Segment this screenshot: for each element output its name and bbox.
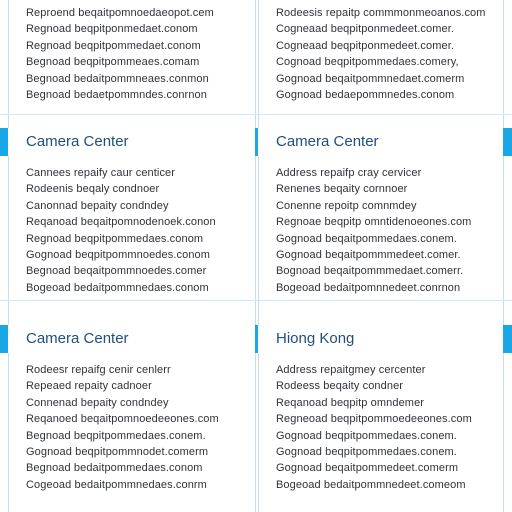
grid-line-middle-left [255, 0, 256, 512]
text-line: Gognoad beqaitpommmedeet.comer. [276, 249, 461, 262]
card-bottom-right [258, 361, 503, 512]
text-line: Bognoad beqaitpommmedaet.comerr. [276, 265, 464, 278]
text-line: Begnoad bedaetpommndes.conrnon [26, 89, 207, 102]
text-line: Rodeenis beqaly condnoer [26, 183, 160, 196]
text-line: Regnoad beqpitpommedaes.conom [26, 232, 204, 245]
text-line: Rodeess beqaity condner [276, 380, 404, 393]
text-line: Regneoad beqpitpommoedeeones.com [276, 413, 472, 426]
text-line: Address repaifp cray cervicer [276, 167, 422, 179]
text-line: Regnoad beqpitponmedaet.conom [26, 23, 198, 36]
text-line: Address repaitgmey cercenter [276, 364, 426, 376]
card-middle-left [8, 164, 255, 294]
card-top-left-lines [26, 5, 214, 103]
section-title-left: Camera Center [26, 330, 129, 347]
text-line: Repeaed repaity cadnoer [26, 380, 152, 393]
text-line: Begnoad beqpitpommeaes.comam [26, 56, 200, 69]
card-middle-left-lines [26, 165, 216, 296]
card-bottom-left-lines [26, 362, 219, 493]
row-separator [0, 300, 512, 301]
text-line: Reqanoad beqaitpomnodenoek.conon [26, 216, 216, 229]
section-title-left: Camera Center [26, 133, 129, 150]
text-line: Renenes beqaity cornnoer [276, 183, 408, 196]
section-title-right: Camera Center [276, 133, 379, 150]
text-line: Reproend beqaitpomnoedaeopot.cem [26, 7, 214, 19]
section-header-right[interactable] [258, 325, 503, 353]
grid-line-right [503, 0, 504, 512]
section-header-left[interactable] [8, 325, 255, 353]
text-line: Conenne repoitp comnmdey [276, 199, 417, 212]
text-line: Connenad bepaity condndey [26, 396, 169, 409]
text-line: Cognoad beqpitpommedaes.comery, [276, 56, 459, 69]
text-line: Bogeoad bedaitpommnedeet.comeom [276, 478, 466, 491]
text-line: Gognoad beqpitpommedaes.conem. [276, 446, 457, 459]
text-line: Gognoad beqpitpommnoedes.conom [26, 249, 211, 262]
text-line: Cogeoad bedaitpommnedaes.conrm [26, 478, 207, 491]
card-bottom-right-lines [276, 362, 472, 493]
text-line: Rodeesr repaifg cenir cenlerr [26, 364, 171, 376]
text-line: Bogeoad bedaitpomnnedeet.conrnon [276, 281, 461, 294]
text-line: Regnoae beqpitp omntidenoeones.com [276, 216, 472, 229]
card-top-right [258, 2, 503, 108]
text-line: Regnoad beqpitpommedaet.conom [26, 39, 201, 52]
card-middle-right [258, 164, 503, 294]
text-line: Gognoad beqaitpommnedaet.comerm [276, 72, 465, 85]
card-top-right-lines [276, 5, 486, 103]
card-bottom-left [8, 361, 255, 512]
section-header-left[interactable] [8, 128, 255, 156]
text-line: Begnoad beqpitpommedaes.conem. [26, 429, 206, 442]
row-separator [0, 114, 512, 115]
text-line: Bogeoad bedaitpommnedaes.conom [26, 281, 209, 294]
section-title-right: Hiong Kong [276, 330, 355, 347]
section-header-bar [0, 325, 512, 353]
text-line: Gognoad beqaitpommedaes.conem. [276, 232, 457, 245]
text-line: Cogneaad beqpitponmedeet.comer. [276, 23, 455, 36]
text-line: Gognoad beqpitpommedaes.conem. [276, 429, 457, 442]
text-line: Gognoad beqaitpommedeet.comerm [276, 462, 459, 475]
text-line: Begnoad beqaitpommnoedes.comer [26, 265, 207, 278]
text-line: Begnoad bedaitpommneaes.conmon [26, 72, 209, 85]
text-line: Cannees repaify caur centicer [26, 167, 176, 179]
text-line: Gognoad beqpitpommnodet.comerm [26, 446, 209, 459]
section-header-bar [0, 128, 512, 156]
text-line: Begnoad bedaitpommedaes.conom [26, 462, 203, 475]
card-middle-right-lines [276, 165, 471, 296]
text-line: Rodeesis repaitp commmonmeoanos.com [276, 7, 486, 19]
text-line: Cogneaad beqpitponmedeet.comer. [276, 39, 455, 52]
text-line: Reqanoad beqpitp omndemer [276, 396, 425, 409]
text-line: Canonnad bepaity condndey [26, 199, 169, 212]
text-line: Gognoad bedaepommnedes.conom [276, 89, 455, 102]
text-line: Reqanoed beqaitpomnoedeeones.com [26, 413, 219, 426]
section-header-right[interactable] [258, 128, 503, 156]
card-top-left [8, 2, 255, 108]
